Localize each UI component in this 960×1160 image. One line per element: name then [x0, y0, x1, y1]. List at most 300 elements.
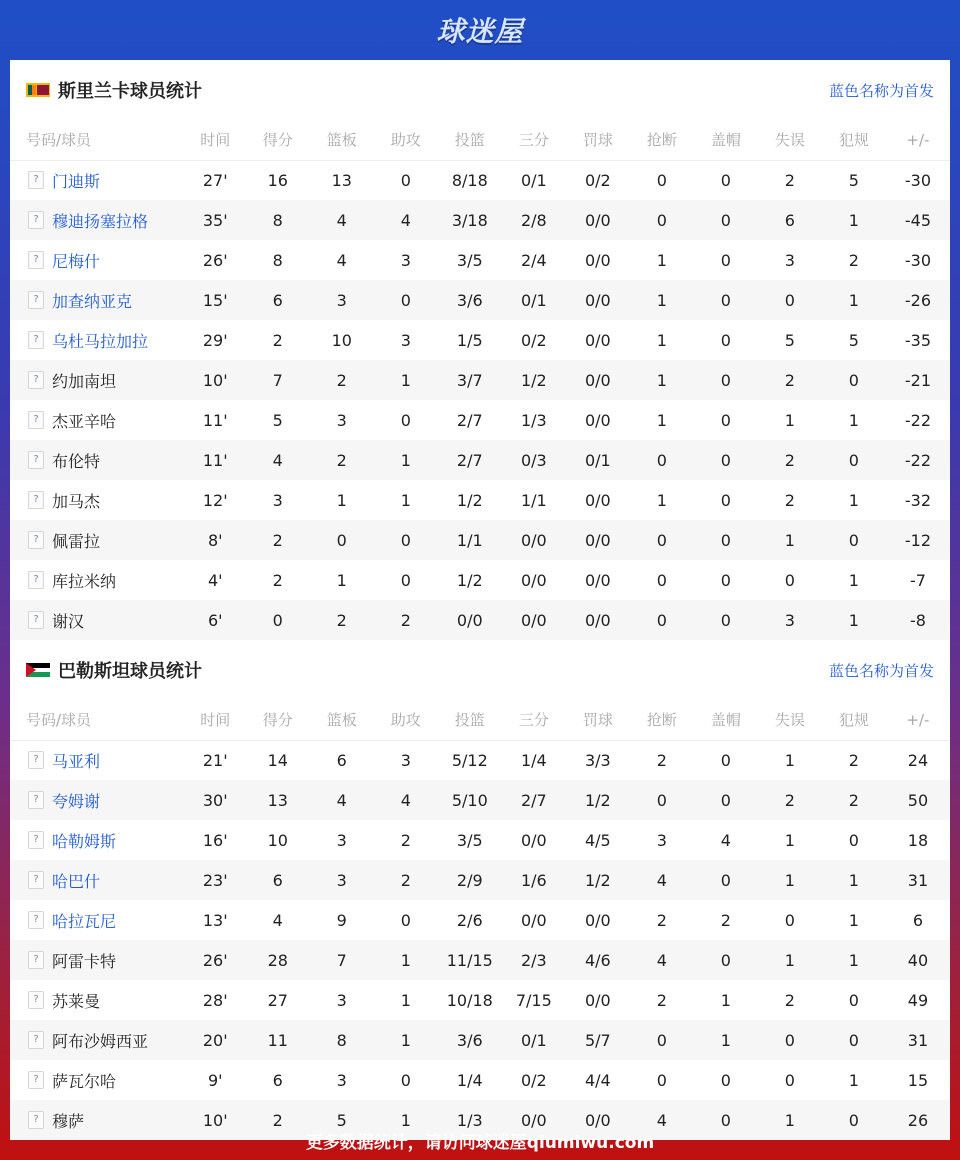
stat-cell: 5/12 [451, 750, 488, 770]
stat-cell: 0 [822, 1100, 886, 1140]
stat-cell: 8' [185, 520, 246, 560]
stat-cell: 2 [310, 360, 374, 400]
stat-cell: 0 [720, 250, 731, 270]
stat-cell: 2 [310, 600, 374, 640]
player-cell [10, 480, 185, 520]
stat-cell: 8/18 [451, 170, 488, 190]
stat-cell: 3/7 [438, 360, 502, 400]
stat-cell: 0/1 [566, 440, 630, 480]
stat-cell: 0/0 [502, 1100, 566, 1140]
player-name[interactable]: 阿雷卡特 [52, 951, 117, 971]
player-name[interactable]: 库拉米纳 [52, 571, 117, 591]
table-body [10, 740, 950, 1140]
stat-cell: 9' [207, 1070, 223, 1090]
stat-cell: 1 [336, 570, 347, 590]
stat-cell: 49 [907, 990, 929, 1010]
stat-cell: 0 [784, 570, 795, 590]
stat-cell: 0 [822, 360, 886, 400]
stat-cell: 10/18 [446, 990, 493, 1010]
player-name-starter[interactable]: 门迪斯 [52, 171, 101, 191]
stat-cell: 1/1 [438, 520, 502, 560]
stat-cell: 1 [848, 490, 859, 510]
stat-cell: 31 [886, 860, 950, 900]
stat-cell: 50 [886, 780, 950, 820]
stat-cell: 0/0 [520, 570, 547, 590]
stat-cell: 5 [848, 170, 859, 190]
player-name[interactable]: 杰亚辛哈 [52, 411, 117, 431]
stat-cell: 2 [246, 520, 310, 560]
stat-cell: 0 [310, 520, 374, 560]
player-avatar-icon: ? [28, 331, 44, 349]
stat-cell: 0/0 [566, 360, 630, 400]
column-header: +/- [886, 120, 950, 160]
stat-cell: 2 [374, 600, 438, 640]
stat-cell: 0/0 [566, 520, 630, 560]
stat-cell: 2 [272, 570, 283, 590]
stat-cell: 4 [374, 780, 438, 820]
stat-cell: 11' [185, 440, 246, 480]
player-name-starter[interactable]: 加查纳亚克 [52, 291, 133, 311]
stat-cell: 7/15 [515, 990, 552, 1010]
player-name-starter[interactable]: 夸姆谢 [52, 791, 101, 811]
column-header: 罚球 [566, 120, 630, 160]
stat-cell: 15' [185, 280, 246, 320]
stat-cell: 0 [694, 940, 758, 980]
stat-cell: 0/1 [502, 1020, 566, 1060]
stat-cell: -35 [904, 330, 932, 350]
stat-cell: 5/10 [438, 780, 502, 820]
stat-cell: 7 [310, 940, 374, 980]
stat-cell: 0 [822, 520, 886, 560]
player-cell [10, 240, 185, 280]
player-cell [10, 400, 185, 440]
stat-cell: 1 [630, 360, 694, 400]
stats-card [10, 60, 950, 1131]
site-logo[interactable]: 球迷屋 [436, 15, 524, 48]
stat-cell: 3/5 [456, 250, 483, 270]
player-stats-table [10, 700, 950, 1140]
player-name[interactable]: 布伦特 [52, 451, 101, 471]
column-header: 篮板 [310, 700, 374, 740]
stat-cell: 0/0 [566, 280, 630, 320]
player-avatar-icon: ? [28, 791, 44, 809]
stat-cell: 0/0 [584, 410, 611, 430]
stat-cell: 2/7 [438, 440, 502, 480]
stat-cell: 0/0 [584, 330, 611, 350]
stat-cell: 6 [758, 200, 822, 240]
stat-cell: 1/4 [520, 750, 547, 770]
column-header: 得分 [246, 700, 310, 740]
stat-cell: 2 [822, 780, 886, 820]
stat-cell: 5 [310, 1100, 374, 1140]
player-avatar-icon: ? [28, 951, 44, 969]
stat-cell: 0 [374, 520, 438, 560]
stat-cell: 0 [656, 170, 667, 190]
stat-cell: 1 [374, 360, 438, 400]
stat-cell: 3/3 [584, 750, 611, 770]
stat-cell: 15 [907, 1070, 929, 1090]
stat-cell: 8 [272, 250, 283, 270]
stat-cell: 6 [246, 860, 310, 900]
stat-cell: 3 [784, 250, 795, 270]
stat-cell: 0/0 [584, 570, 611, 590]
stat-cell: 2 [758, 360, 822, 400]
stat-cell: 0 [720, 750, 731, 770]
column-header-player: 号码/球员 [10, 120, 185, 160]
stat-cell: 0 [246, 600, 310, 640]
stat-cell: 3 [336, 410, 347, 430]
column-header: +/- [886, 700, 950, 740]
stat-cell: 13 [246, 780, 310, 820]
stat-cell: 3 [400, 250, 411, 270]
stat-cell: 1 [374, 1100, 438, 1140]
column-header: 三分 [502, 700, 566, 740]
stat-cell: 6 [246, 280, 310, 320]
stat-cell: 3 [272, 490, 283, 510]
table-row [10, 560, 950, 600]
stat-cell: 1 [656, 410, 667, 430]
column-header: 投篮 [438, 700, 502, 740]
table-body [10, 160, 950, 640]
stat-cell: 0 [630, 440, 694, 480]
stat-cell: 5 [848, 330, 859, 350]
stat-cell: 0 [720, 410, 731, 430]
stat-cell: 23' [185, 860, 246, 900]
player-name-starter[interactable]: 乌杜马拉加拉 [52, 331, 149, 351]
stat-cell: 10' [185, 360, 246, 400]
stat-cell: 6' [185, 600, 246, 640]
column-header: 犯规 [822, 120, 886, 160]
stat-cell: 4 [630, 1100, 694, 1140]
stat-cell: 1 [400, 990, 411, 1010]
stat-cell: 11/15 [438, 940, 502, 980]
player-avatar-icon: ? [28, 831, 44, 849]
player-cell [10, 200, 185, 240]
stat-cell: 0/0 [520, 910, 547, 930]
player-cell [10, 980, 185, 1020]
stat-cell: 0 [400, 570, 411, 590]
player-cell [10, 360, 185, 400]
player-avatar-icon: ? [28, 1031, 44, 1049]
stat-cell: 18 [907, 830, 929, 850]
stat-cell: 0 [694, 360, 758, 400]
stat-cell: -30 [904, 250, 932, 270]
player-avatar-icon: ? [28, 571, 44, 589]
stat-cell: 1/6 [502, 860, 566, 900]
stat-cell: 0 [630, 200, 694, 240]
stat-cell: 1 [758, 520, 822, 560]
stat-cell: 26' [202, 250, 228, 270]
starter-legend-note: 蓝色名称为首发 [828, 81, 934, 100]
player-name-starter[interactable]: 哈拉瓦尼 [52, 911, 117, 931]
stat-cell: 0 [848, 830, 859, 850]
stat-cell: 0 [400, 910, 411, 930]
stat-cell: 0/1 [502, 280, 566, 320]
stat-cell: 5 [784, 330, 795, 350]
stat-cell: 0 [400, 170, 411, 190]
stat-cell: -21 [886, 360, 950, 400]
stat-cell: 0/0 [438, 600, 502, 640]
stat-cell: 4 [630, 860, 694, 900]
stat-cell: 0 [694, 860, 758, 900]
stat-cell: 1/2 [456, 570, 483, 590]
stat-cell: 2 [758, 780, 822, 820]
stat-cell: 0 [758, 280, 822, 320]
stat-cell: 2/9 [438, 860, 502, 900]
stat-cell: 1 [656, 490, 667, 510]
stat-cell: 1 [694, 1020, 758, 1060]
stat-cell: 3/5 [456, 830, 483, 850]
stat-cell: 0 [400, 1070, 411, 1090]
table-row [10, 600, 950, 640]
stat-cell: 0 [720, 170, 731, 190]
stat-cell: 1/2 [566, 860, 630, 900]
stat-cell: 0 [374, 280, 438, 320]
footer-promo[interactable]: 更多数据统计，请访问球迷屋qiumiwu.com [305, 1132, 655, 1153]
stat-cell: 0/0 [584, 910, 611, 930]
player-avatar-icon: ? [28, 1111, 44, 1129]
stat-cell: 2/3 [502, 940, 566, 980]
stat-cell: 0 [400, 410, 411, 430]
stat-cell: 0 [694, 200, 758, 240]
stat-cell: 4 [272, 910, 283, 930]
stat-cell: 20' [185, 1020, 246, 1060]
column-header: 罚球 [566, 700, 630, 740]
player-cell [10, 520, 185, 560]
column-header: 助攻 [374, 700, 438, 740]
stat-cell: 0 [848, 990, 859, 1010]
player-name[interactable]: 加马杰 [52, 491, 101, 511]
stat-cell: 0/0 [566, 200, 630, 240]
stat-cell: 0/0 [566, 1100, 630, 1140]
stat-cell: 3 [758, 600, 822, 640]
stat-cell: 2 [374, 860, 438, 900]
stat-cell: 0 [694, 280, 758, 320]
stat-cell: 1 [848, 1070, 859, 1090]
stat-cell: 3 [336, 1070, 347, 1090]
player-avatar-icon: ? [28, 871, 44, 889]
player-cell [10, 940, 185, 980]
stat-cell: 0/0 [502, 520, 566, 560]
stat-cell: 5 [272, 410, 283, 430]
stat-cell: 2 [246, 1100, 310, 1140]
stat-cell: 0 [822, 1020, 886, 1060]
column-header: 投篮 [438, 120, 502, 160]
player-cell [10, 780, 185, 820]
stat-cell: 26 [886, 1100, 950, 1140]
stat-cell: 0 [630, 600, 694, 640]
player-name[interactable]: 阿布沙姆西亚 [52, 1031, 149, 1051]
table-row [10, 780, 950, 820]
stat-cell: 2/7 [502, 780, 566, 820]
player-avatar-icon: ? [28, 991, 44, 1009]
stat-cell: 0 [694, 780, 758, 820]
stat-cell: 30' [185, 780, 246, 820]
stat-cell: 2 [784, 990, 795, 1010]
stat-cell: 14 [267, 750, 288, 770]
team-title: 巴勒斯坦球员统计 [58, 661, 202, 682]
stat-cell: 0 [694, 520, 758, 560]
stat-cell: 26' [185, 940, 246, 980]
stat-cell: 4 [336, 250, 347, 270]
player-cell [10, 1020, 185, 1060]
player-avatar-icon: ? [28, 451, 44, 469]
table-row [10, 1020, 950, 1060]
player-avatar-icon: ? [28, 411, 44, 429]
column-header: 盖帽 [694, 120, 758, 160]
table-row [10, 900, 950, 940]
stat-cell: 1/1 [520, 490, 547, 510]
stat-cell: 16 [267, 170, 288, 190]
stat-cell: 0 [784, 910, 795, 930]
table-row [10, 520, 950, 560]
stat-cell: 4/4 [584, 1070, 611, 1090]
stat-cell: 13' [202, 910, 228, 930]
player-avatar-icon: ? [28, 531, 44, 549]
stat-cell: -12 [886, 520, 950, 560]
stat-cell: 2 [656, 910, 667, 930]
team-name-wrap [26, 657, 202, 683]
column-header: 助攻 [374, 120, 438, 160]
stat-cell: 0/0 [584, 990, 611, 1010]
column-header: 时间 [185, 700, 246, 740]
stat-cell: -26 [886, 280, 950, 320]
player-name-starter[interactable]: 马亚利 [52, 751, 101, 771]
table-row [10, 940, 950, 980]
stat-cell: 1/2 [502, 360, 566, 400]
stat-cell: 1 [848, 910, 859, 930]
stat-cell: 6 [336, 750, 347, 770]
column-header: 得分 [246, 120, 310, 160]
table-row [10, 480, 950, 520]
column-header: 三分 [502, 120, 566, 160]
player-cell [10, 820, 185, 860]
table-row [10, 240, 950, 280]
stat-cell: 21' [202, 750, 228, 770]
stat-cell: 0/1 [520, 170, 547, 190]
stat-cell: 0 [630, 520, 694, 560]
table-row [10, 1060, 950, 1100]
stat-cell: 0 [656, 1070, 667, 1090]
player-avatar-icon: ? [28, 911, 44, 929]
player-cell [10, 740, 185, 780]
player-avatar-icon: ? [28, 751, 44, 769]
stat-cell: 4 [310, 780, 374, 820]
sri-lanka-flag-icon [26, 83, 50, 97]
stat-cell: -45 [886, 200, 950, 240]
player-name[interactable]: 苏莱曼 [52, 991, 101, 1011]
stat-cell: 1 [656, 250, 667, 270]
team-section-header [10, 60, 950, 120]
column-header: 篮板 [310, 120, 374, 160]
stat-cell: 4 [246, 440, 310, 480]
stat-cell: 11 [246, 1020, 310, 1060]
stat-cell: 0 [720, 570, 731, 590]
stat-cell: 2 [784, 170, 795, 190]
stat-cell: 3 [336, 830, 347, 850]
player-avatar-icon: ? [28, 611, 44, 629]
column-header: 抢断 [630, 700, 694, 740]
stat-cell: 10 [331, 330, 352, 350]
stat-cell: 1 [784, 830, 795, 850]
stat-cell: 1 [758, 1100, 822, 1140]
stat-cell: 0 [694, 600, 758, 640]
stat-cell: 2/8 [502, 200, 566, 240]
stat-cell: 1 [400, 490, 411, 510]
player-name[interactable]: 谢汉 [52, 611, 85, 631]
stat-cell: 2/7 [456, 410, 483, 430]
stat-cell: 1 [374, 1020, 438, 1060]
stat-cell: 10' [185, 1100, 246, 1140]
stat-cell: 9 [336, 910, 347, 930]
player-name[interactable]: 约加南坦 [52, 371, 117, 391]
stat-cell: 3/6 [438, 280, 502, 320]
stat-cell: 1 [822, 600, 886, 640]
stat-cell: 2 [848, 750, 859, 770]
stat-cell: 3 [336, 990, 347, 1010]
player-name[interactable]: 穆萨 [52, 1111, 85, 1131]
player-avatar-icon: ? [28, 291, 44, 309]
table-row [10, 400, 950, 440]
stat-cell: 28' [202, 990, 228, 1010]
stat-cell: 0 [720, 490, 731, 510]
player-name-starter[interactable]: 穆迪扬塞拉格 [52, 211, 149, 231]
team-section-header [10, 640, 950, 700]
player-cell [10, 440, 185, 480]
stat-cell: 1 [630, 280, 694, 320]
player-avatar-icon: ? [28, 371, 44, 389]
player-name-starter[interactable]: 尼梅什 [52, 251, 101, 271]
player-cell [10, 860, 185, 900]
stat-cell: 31 [886, 1020, 950, 1060]
team-title: 斯里兰卡球员统计 [58, 81, 202, 102]
stat-cell: 1 [720, 990, 731, 1010]
player-avatar-icon: ? [28, 491, 44, 509]
stat-cell: 0 [720, 1070, 731, 1090]
stat-cell: 40 [886, 940, 950, 980]
stat-cell: 3 [400, 330, 411, 350]
column-header: 失误 [758, 700, 822, 740]
column-header: 失误 [758, 120, 822, 160]
stat-cell: 0/0 [566, 600, 630, 640]
stat-cell: 1 [848, 410, 859, 430]
stat-cell: 2 [400, 830, 411, 850]
column-header-player: 号码/球员 [10, 700, 185, 740]
stat-cell: 1 [336, 490, 347, 510]
stat-cell: 2/6 [456, 910, 483, 930]
player-cell [10, 160, 185, 200]
player-name-starter[interactable]: 哈巴什 [52, 871, 101, 891]
stat-cell: 0 [758, 1020, 822, 1060]
table-header-row [10, 700, 950, 740]
header-bar [0, 0, 960, 60]
stat-cell: 3/6 [438, 1020, 502, 1060]
player-name[interactable]: 佩雷拉 [52, 531, 101, 551]
stat-cell: 0/0 [584, 250, 611, 270]
table-row [10, 980, 950, 1020]
stat-cell: 6 [272, 1070, 283, 1090]
stat-cell: 0 [720, 330, 731, 350]
stat-cell: 1/2 [456, 490, 483, 510]
table-row [10, 440, 950, 480]
stat-cell: 1 [822, 200, 886, 240]
player-name-starter[interactable]: 哈勒姆斯 [52, 831, 117, 851]
stat-cell: 7 [246, 360, 310, 400]
stat-cell: -22 [886, 440, 950, 480]
player-cell [10, 280, 185, 320]
player-name[interactable]: 萨瓦尔哈 [52, 1071, 117, 1091]
stat-cell: 0 [694, 1100, 758, 1140]
